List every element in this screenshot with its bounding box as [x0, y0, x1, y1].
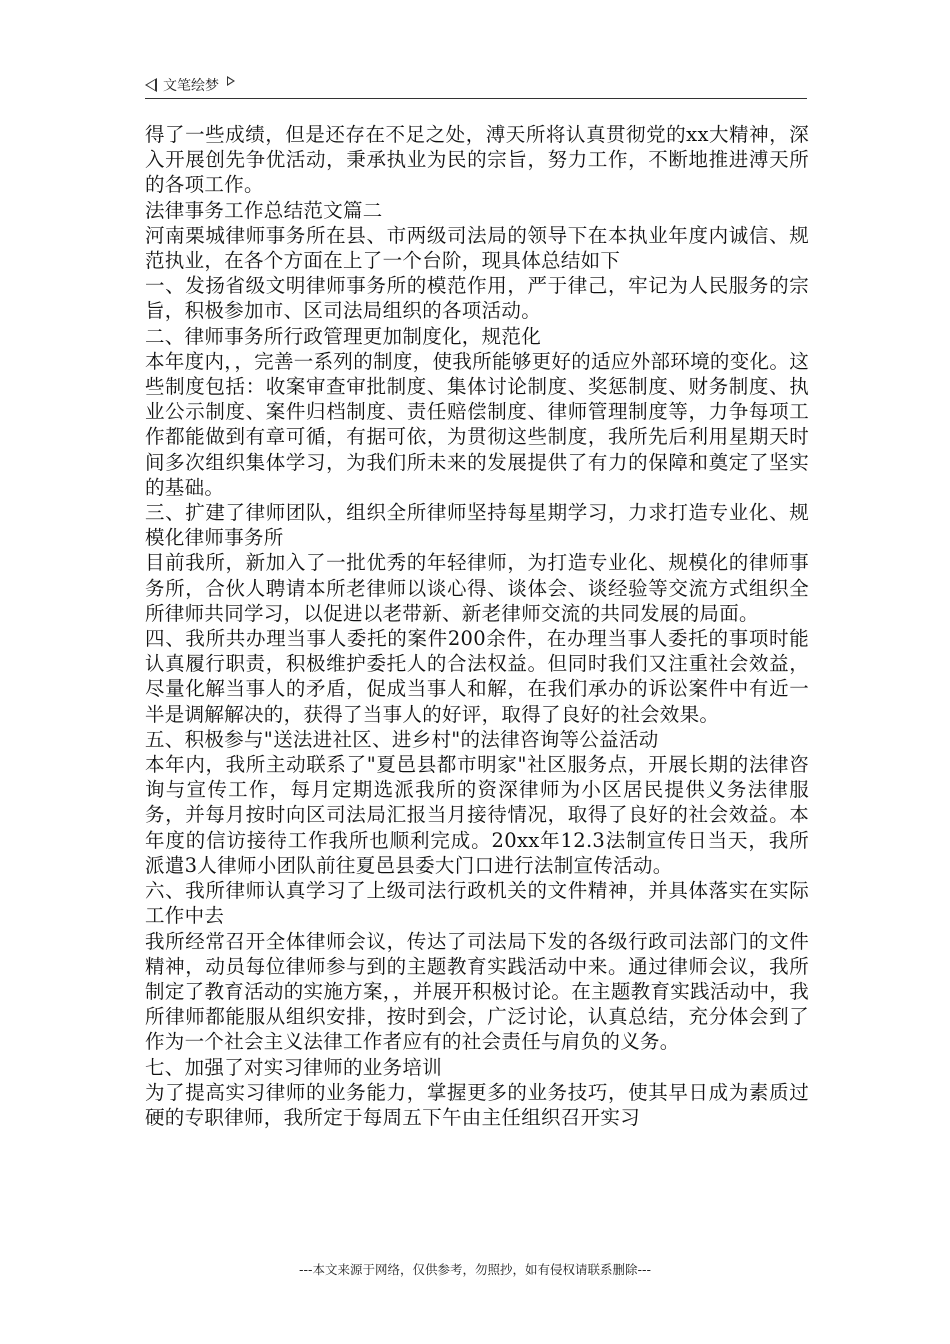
- triangle-right-icon: [227, 76, 235, 86]
- heading-item-3: 三、扩建了律师团队，组织全所律师坚持每星期学习，力求打造专业化、规模化律师事务所: [145, 501, 809, 550]
- paragraph-intro-continuation: 得了一些成绩，但是还存在不足之处，溥天所将认真贯彻党的xx大精神，深入开展创先争优活动，秉承执业为民的宗旨，努力工作，不断地推进溥天所的各项工作。: [145, 123, 809, 197]
- paragraph-item-7-body: 为了提高实习律师的业务能力，掌握更多的业务技巧，使其早日成为素质过硬的专职律师，我所定于每周五下午由主任组织召开实习: [145, 1080, 809, 1129]
- heading-item-5: 五、积极参与"送法进社区、进乡村"的法律咨询等公益活动: [145, 727, 659, 751]
- page-header: [145, 72, 807, 99]
- paragraph-item-6-body: 我所经常召开全体律师会议，传达了司法局下发的各级行政司法部门的文件精神，动员每位律师参与到的主题教育实践活动中来。通过律师会议，我所制定了教育活动的实施方案，，并展开积极讨论。在主题教育实践活动中，我所律师都能服从组织安排，按时到会，广泛讨论，认真总结，充分体会到了作为一个社会主义法律工作者应有的社会责任与肩负的义务。: [145, 929, 809, 1054]
- paragraph-item-2-body: 本年度内，，完善一系列的制度，使我所能够更好的适应外部环境的变化。这些制度包括：收案审查审批制度、集体讨论制度、奖惩制度、财务制度、执业公示制度、案件归档制度、责任赔偿制度、律师管理制度等，力争每项工作都能做到有章可循，有据可依，为贯彻这些制度，我所先后利用星期天时间多次组织集体学习，为我们所未来的发展提供了有力的保障和奠定了坚实的基础。: [145, 349, 809, 499]
- paragraph-overview: 河南栗城律师事务所在县、市两级司法局的领导下在本执业年度内诚信、规范执业，在各个方面在上了一个台阶，现具体总结如下: [145, 223, 809, 273]
- page-footer-notice: ---本文来源于网络，仅供参考，勿照抄，如有侵权请联系删除---: [298, 1262, 652, 1277]
- paragraph-item-5-body: 本年内，我所主动联系了"夏邑县都市明家"社区服务点，开展长期的法律咨询与宣传工作，每月定期选派我所的资深律师为小区居民提供义务法律服务，并每月按时向区司法局汇报当月接待情况，取得了良好的社会效益。本年度的信访接待工作我所也顺利完成。20xx年12.3法制宣传日当天，我所派遣3人律师小团队前往夏邑县委大门口进行法制宣传活动。: [145, 753, 809, 877]
- paragraph-item-1: 一、发扬省级文明律师事务所的模范作用，严于律己，牢记为人民服务的宗旨，积极参加市、区司法局组织的各项活动。: [145, 274, 809, 323]
- paragraph-item-3-body: 目前我所，新加入了一批优秀的年轻律师，为打造专业化、规模化的律师事务所，合伙人聘请本所老律师以谈心得、谈体会、谈经验等交流方式组织全所律师共同学习，以促进以老带新、新老律师交流的共同发展的局面。: [145, 551, 809, 625]
- triangle-left-icon: [145, 78, 157, 92]
- document-body: [145, 122, 809, 1130]
- heading-item-2: 二、律师事务所行政管理更加制度化，规范化: [145, 324, 542, 348]
- heading-item-6: 六、我所律师认真学习了上级司法行政机关的文件精神，并具体落实在实际工作中去: [145, 879, 809, 928]
- section-title: 法律事务工作总结范文篇二: [145, 198, 383, 222]
- header-brand: 文笔绘梦: [163, 78, 219, 94]
- paragraph-item-4: 四、我所共办理当事人委托的案件200余件，在办理当事人委托的事项时能认真履行职责，积极维护委托人的合法权益。但同时我们又注重社会效益，尽量化解当事人的矛盾，促成当事人和解，在我们承办的诉讼案件中有近一半是调解解决的，获得了当事人的好评，取得了良好的社会效果。: [145, 627, 809, 726]
- heading-item-7: 七、加强了对实习律师的业务培训: [145, 1055, 443, 1079]
